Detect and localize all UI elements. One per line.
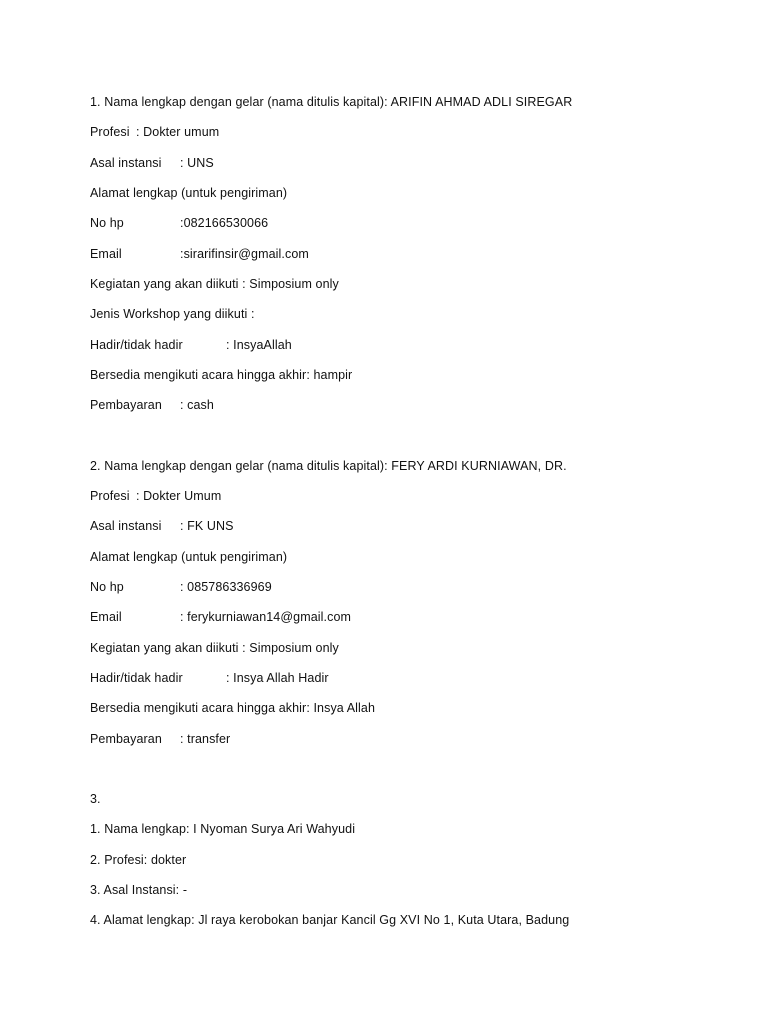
entry-2-email	[90, 609, 351, 625]
entry-3-number: 3.	[90, 792, 101, 806]
hp-value: : 085786336969	[180, 580, 272, 594]
profesi-value: : Dokter Umum	[136, 489, 222, 503]
entry-1-alamat: Alamat lengkap (untuk pengiriman)	[90, 186, 288, 200]
entry-1-bersedia: Bersedia mengikuti acara hingga akhir: hampir	[90, 368, 353, 382]
instansi-label: Asal instansi	[90, 519, 162, 533]
hp-label: No hp	[90, 580, 124, 594]
instansi-value: : FK UNS	[180, 519, 234, 533]
pembayaran-label: Pembayaran	[90, 732, 162, 746]
entry-2-kegiatan: Kegiatan yang akan diikuti : Simposium only	[90, 641, 339, 655]
profesi-value: : Dokter umum	[136, 125, 220, 139]
entry-1-workshop: Jenis Workshop yang diikuti :	[90, 307, 255, 321]
pembayaran-label: Pembayaran	[90, 398, 162, 412]
email-label: Email	[90, 610, 122, 624]
hadir-value: : InsyaAllah	[226, 338, 292, 352]
entry-1-kegiatan: Kegiatan yang akan diikuti : Simposium only	[90, 277, 339, 291]
entry-3-alamat: 4. Alamat lengkap: Jl raya kerobokan banjar Kancil Gg XVI No 1, Kuta Utara, Badung	[90, 913, 570, 927]
instansi-value: : UNS	[180, 156, 214, 170]
hadir-label: Hadir/tidak hadir	[90, 671, 183, 685]
instansi-label: Asal instansi	[90, 156, 162, 170]
pembayaran-value: : cash	[180, 398, 214, 412]
hadir-label: Hadir/tidak hadir	[90, 338, 183, 352]
email-label: Email	[90, 247, 122, 261]
entry-2-heading: 2. Nama lengkap dengan gelar (nama ditulis kapital): FERY ARDI KURNIAWAN, DR.	[90, 459, 567, 473]
entry-1-hp	[90, 215, 268, 231]
entry-2-alamat: Alamat lengkap (untuk pengiriman)	[90, 550, 288, 564]
entry-3-instansi: 3. Asal Instansi: -	[90, 883, 188, 897]
profesi-label: Profesi	[90, 489, 130, 503]
entry-1-pembayaran	[90, 397, 214, 413]
entry-2-bersedia: Bersedia mengikuti acara hingga akhir: Insya Allah	[90, 701, 376, 715]
pembayaran-value: : transfer	[180, 732, 231, 746]
entry-1-email	[90, 246, 309, 262]
email-value: :sirarifinsir@gmail.com	[180, 247, 309, 261]
entry-2-hp	[90, 579, 272, 595]
hp-value: :082166530066	[180, 216, 269, 230]
hadir-value: : Insya Allah Hadir	[226, 671, 329, 685]
profesi-label: Profesi	[90, 125, 130, 139]
entry-2-pembayaran	[90, 731, 230, 747]
hp-label: No hp	[90, 216, 124, 230]
entry-2-hadir	[90, 670, 329, 686]
entry-3-profesi: 2. Profesi: dokter	[90, 853, 187, 867]
email-value: : ferykurniawan14@gmail.com	[180, 610, 352, 624]
entry-1-profesi	[90, 124, 219, 140]
entry-2-instansi	[90, 518, 234, 534]
entry-2-profesi	[90, 488, 221, 504]
entry-1-hadir	[90, 337, 292, 353]
entry-3-nama: 1. Nama lengkap: I Nyoman Surya Ari Wahyudi	[90, 822, 356, 836]
entry-1-heading: 1. Nama lengkap dengan gelar (nama ditulis kapital): ARIFIN AHMAD ADLI SIREGAR	[90, 95, 573, 109]
entry-1-instansi	[90, 155, 214, 171]
